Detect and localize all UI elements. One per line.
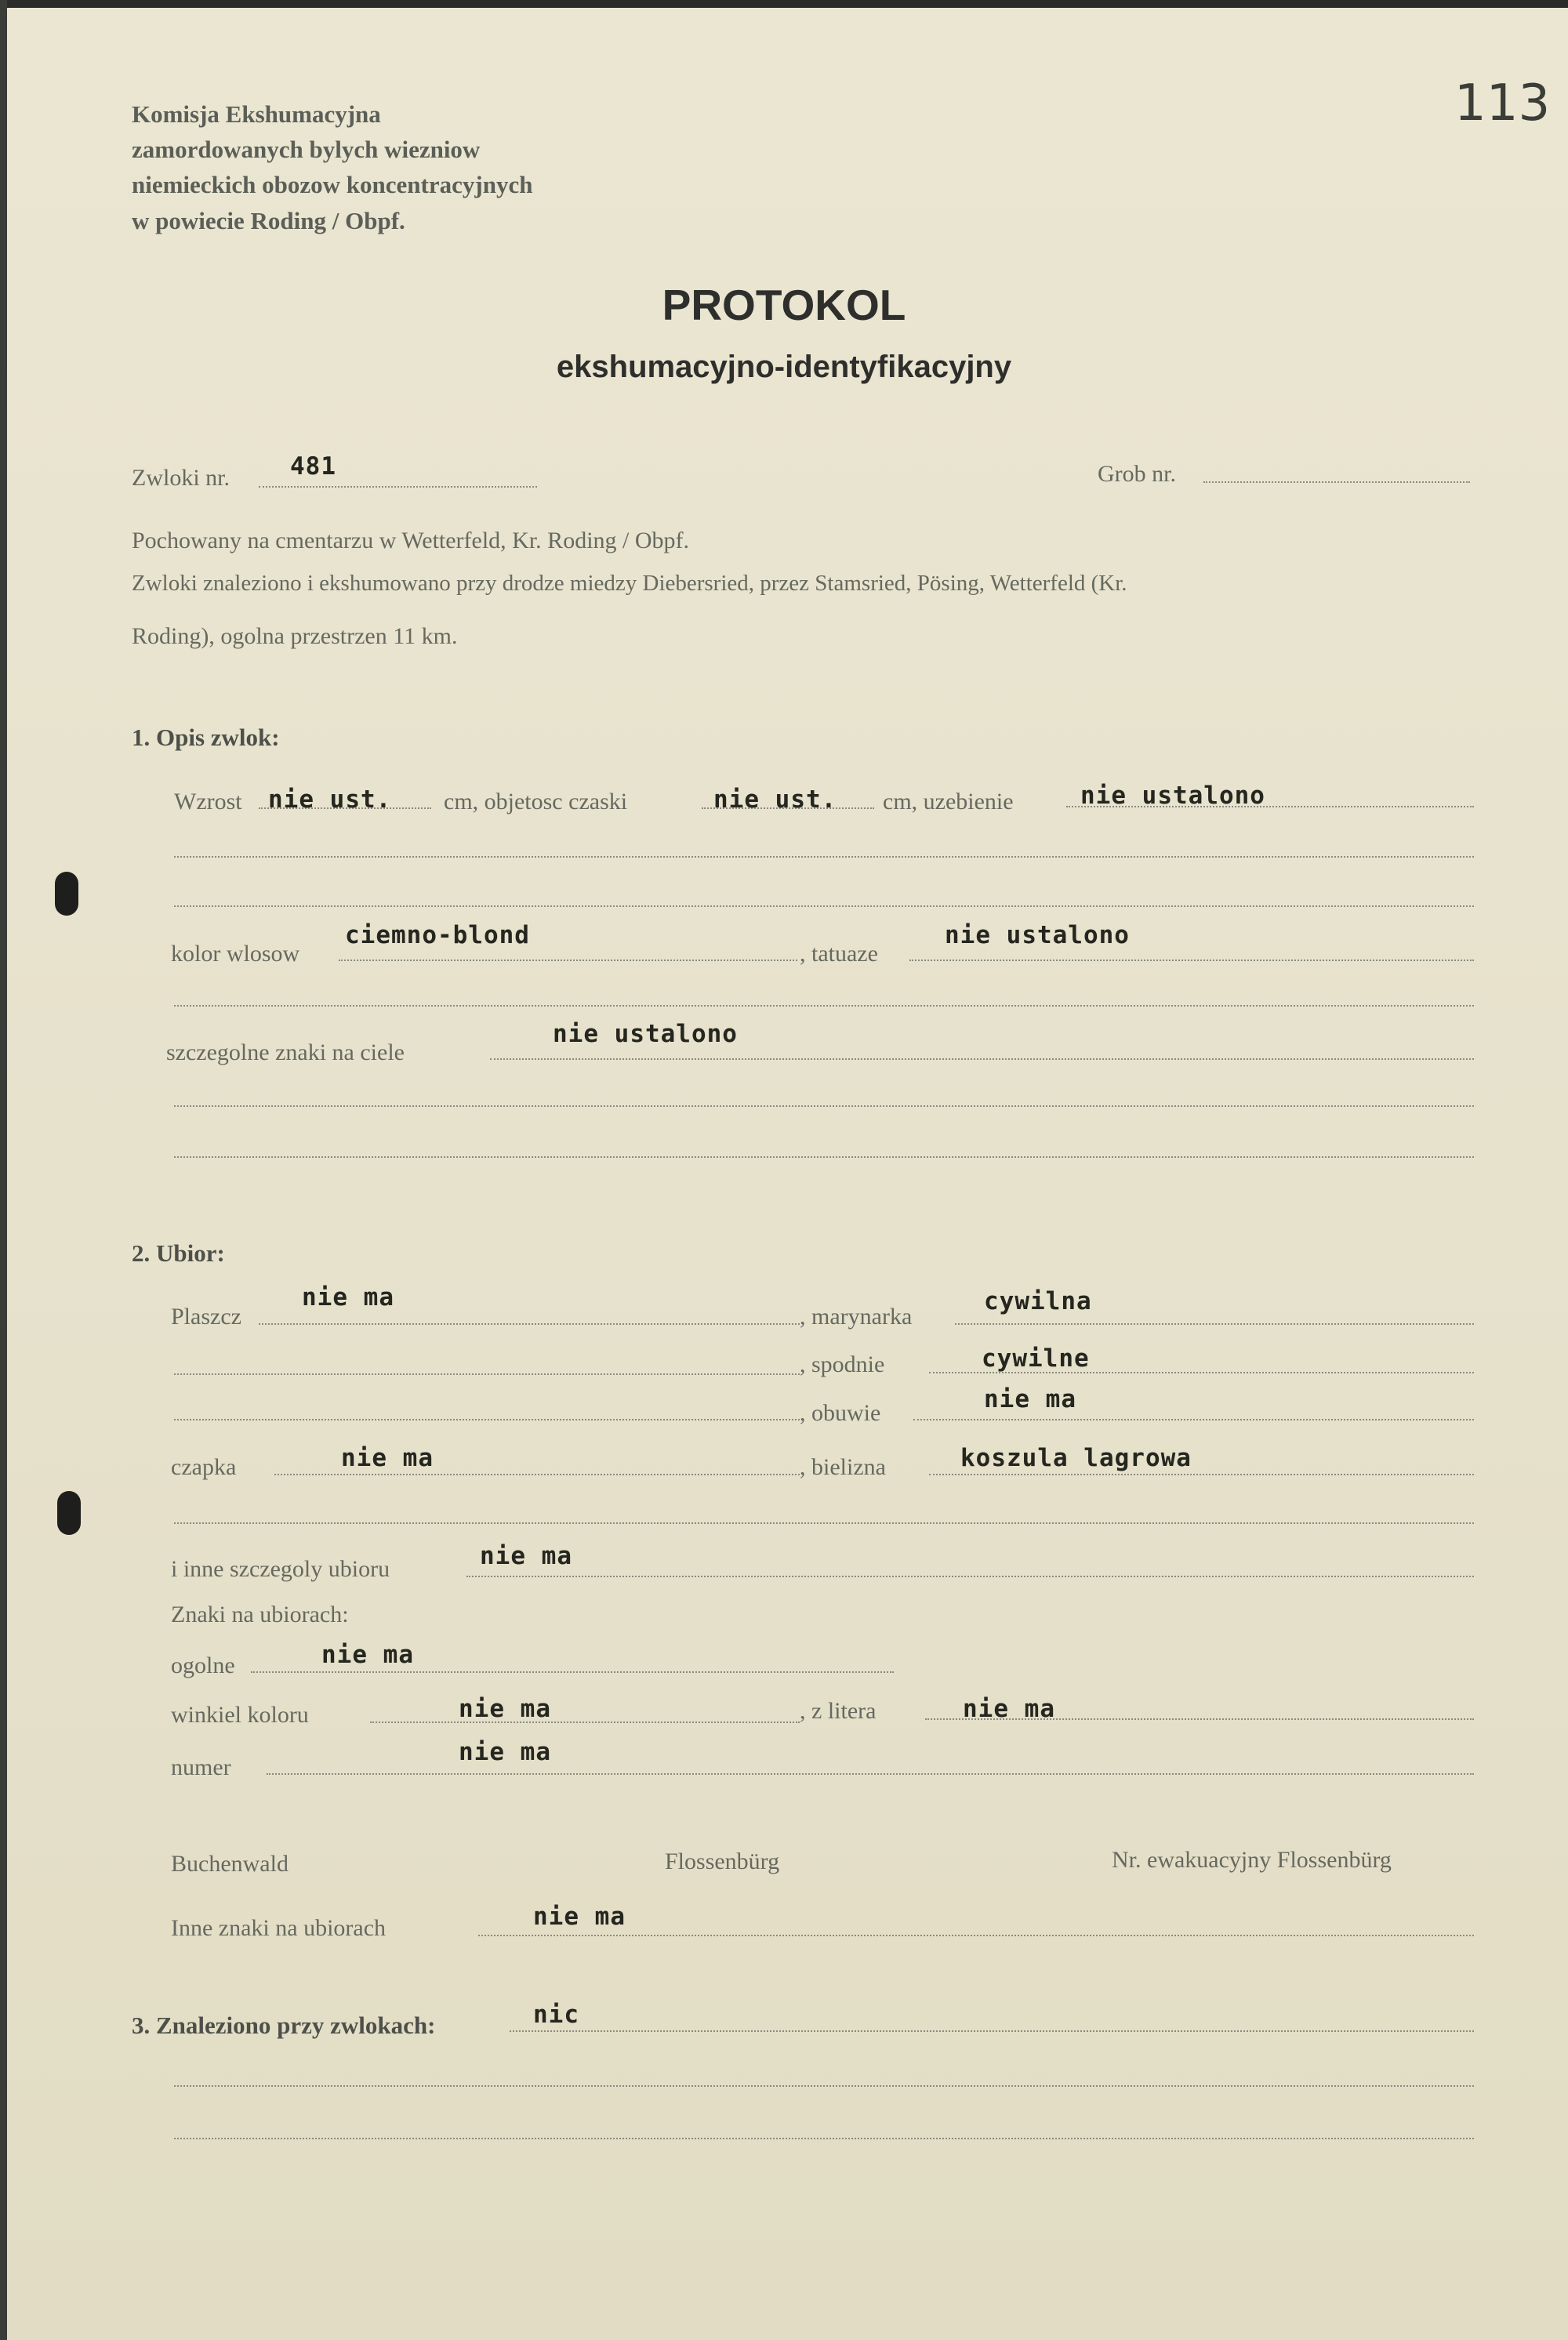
burial-place-text: Pochowany na cmentarzu w Wetterfeld, Kr. Roding / Obpf. [132, 528, 690, 553]
cap-label: czapka [171, 1454, 237, 1480]
punch-hole-top [55, 872, 78, 916]
general-signs-value: nie ma [321, 1641, 414, 1669]
shoes-line [913, 1419, 1474, 1420]
found-text-line-1: Zwloki znaleziono i ekshumowano przy drodze miedzy Diebersried, przez Stamsried, Pösing, Wetterfeld (Kr. [132, 571, 1127, 596]
height-label: Wzrost [174, 789, 242, 814]
section-1-title: 1. Opis zwlok: [132, 724, 280, 751]
coat-line [259, 1323, 800, 1325]
other-clothing-details-line [466, 1576, 1474, 1577]
found-items-value: nic [533, 2001, 579, 2029]
shoes-value: nie ma [984, 1385, 1076, 1413]
description-extra-line-2 [174, 905, 1474, 907]
height-unit-label: cm, objetosc czaski [444, 789, 628, 814]
trousers-value: cywilne [982, 1344, 1090, 1373]
flossenburg-label: Flossenbürg [665, 1848, 780, 1874]
header-line-3: niemieckich obozow koncentracyjnych [132, 171, 533, 198]
description-extra-line-1 [174, 856, 1474, 858]
page-number: 113 [1454, 74, 1551, 132]
cap-value: nie ma [341, 1444, 434, 1472]
section-3-title: 3. Znaleziono przy zwlokach: [132, 2012, 436, 2039]
clothing-extra-line-1 [174, 1373, 800, 1375]
other-clothing-signs-line [478, 1935, 1474, 1936]
body-marks-line [490, 1058, 1474, 1060]
grave-number-line [1203, 481, 1470, 483]
found-items-line [510, 2030, 1474, 2032]
corpse-number-label: Zwloki nr. [132, 465, 230, 491]
evacuation-number-label: Nr. ewakuacyjny Flossenbürg [1112, 1847, 1392, 1873]
coat-label: Plaszcz [171, 1304, 241, 1330]
header-line-1: Komisja Ekshumacyjna [132, 100, 381, 128]
number-line [267, 1773, 1474, 1775]
corpse-number-line [259, 486, 537, 488]
corpse-number-value: 481 [290, 452, 336, 481]
other-clothing-details-label: i inne szczegoly ubioru [171, 1556, 390, 1582]
tattoo-label: , tatuaze [800, 941, 878, 967]
letter-value: nie ma [963, 1695, 1055, 1723]
jacket-label: , marynarka [800, 1304, 913, 1330]
clothing-extra-line-3 [174, 1522, 1474, 1524]
punch-hole-bottom [57, 1491, 81, 1535]
description-extra-line-3 [174, 1005, 1474, 1007]
hair-color-label: kolor wlosow [171, 941, 300, 967]
teeth-value: nie ustalono [1080, 782, 1265, 810]
section-2-title: 2. Ubior: [132, 1239, 225, 1267]
body-marks-label: szczegolne znaki na ciele [166, 1039, 405, 1065]
description-extra-line-4 [174, 1105, 1474, 1107]
triangle-color-line [370, 1721, 800, 1723]
found-items-extra-line-1 [174, 2085, 1474, 2087]
other-clothing-details-value: nie ma [480, 1542, 572, 1570]
triangle-color-value: nie ma [459, 1695, 551, 1723]
letter-label: , z litera [800, 1698, 877, 1724]
number-value: nie ma [459, 1738, 551, 1766]
other-clothing-signs-label: Inne znaki na ubiorach [171, 1915, 387, 1941]
skull-unit-label: cm, uzebienie [883, 789, 1014, 814]
cap-line [274, 1474, 800, 1475]
header-line-4: w powiecie Roding / Obpf. [132, 207, 405, 234]
body-marks-value: nie ustalono [553, 1020, 738, 1048]
number-label: numer [171, 1754, 231, 1780]
document-title: PROTOKOL [662, 281, 906, 329]
clothing-extra-line-2 [174, 1419, 800, 1420]
other-clothing-signs-value: nie ma [533, 1903, 626, 1931]
tattoo-line [909, 960, 1474, 961]
jacket-value: cywilna [984, 1287, 1092, 1315]
buchenwald-label: Buchenwald [171, 1851, 289, 1877]
coat-value: nie ma [302, 1283, 394, 1311]
document-subtitle: ekshumacyjno-identyfikacyjny [556, 350, 1012, 384]
found-text-line-2: Roding), ogolna przestrzen 11 km. [132, 623, 458, 649]
found-items-extra-line-2 [174, 2138, 1474, 2139]
header-line-2: zamordowanych bylych wiezniow [132, 136, 481, 163]
height-value: nie ust. [268, 785, 392, 814]
clothing-signs-label: Znaki na ubiorach: [171, 1602, 349, 1627]
scan-top-edge [0, 0, 1568, 8]
hair-color-value: ciemno-blond [345, 921, 530, 949]
triangle-color-label: winkiel koloru [171, 1702, 309, 1728]
underwear-label: , bielizna [800, 1454, 886, 1480]
description-extra-line-5 [174, 1156, 1474, 1158]
underwear-line [929, 1474, 1474, 1475]
skull-value: nie ust. [713, 785, 837, 814]
general-signs-line [251, 1671, 894, 1673]
shoes-label: , obuwie [800, 1400, 881, 1426]
underwear-value: koszula lagrowa [960, 1444, 1192, 1472]
general-signs-label: ogolne [171, 1653, 235, 1678]
grave-number-label: Grob nr. [1098, 461, 1176, 487]
jacket-line [955, 1323, 1474, 1325]
tattoo-value: nie ustalono [945, 921, 1130, 949]
hair-color-line [339, 960, 797, 961]
trousers-label: , spodnie [800, 1351, 885, 1377]
